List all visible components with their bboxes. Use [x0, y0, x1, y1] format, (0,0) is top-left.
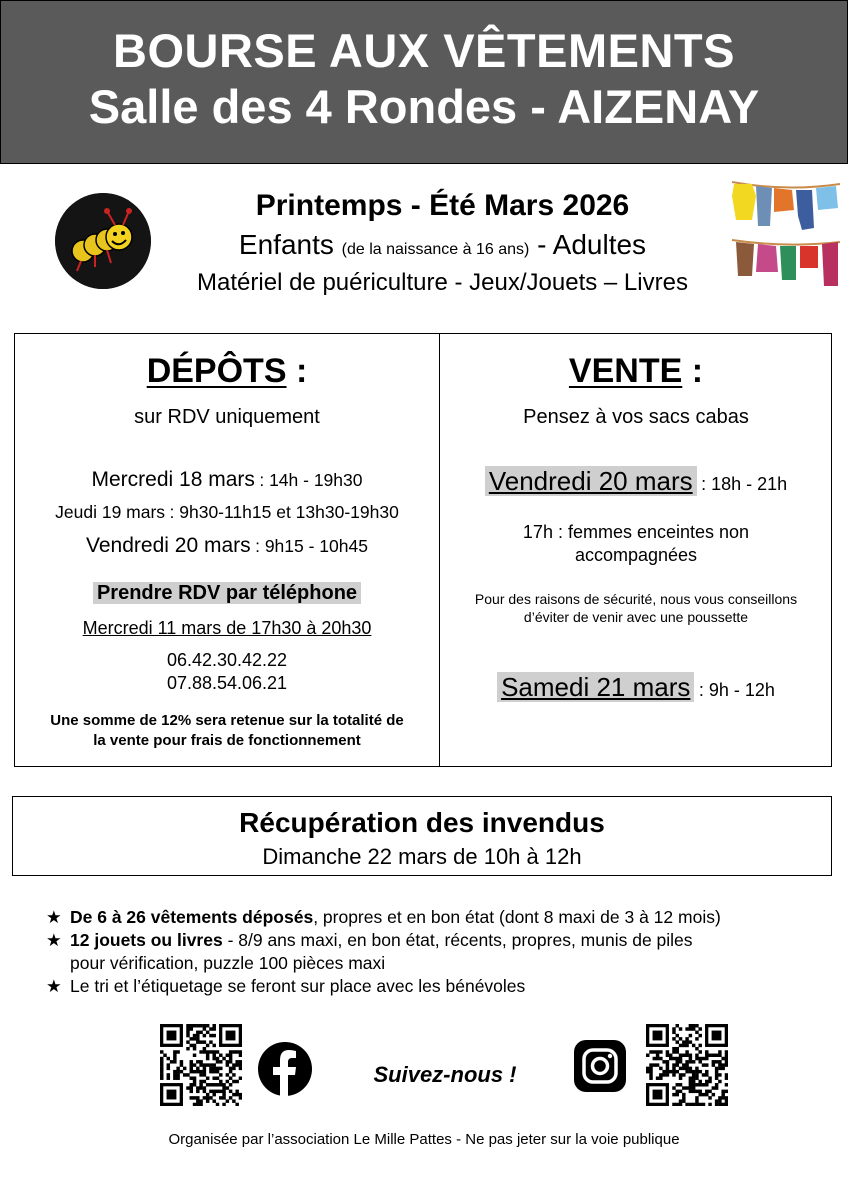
depots-column: [15, 334, 439, 766]
safety-notice-line1: Pour des raisons de sécurité, nous vous conseillons: [474, 591, 798, 607]
follow-us-text: Suivez-nous !: [373, 1062, 517, 1087]
vente-day-2: Samedi 21 mars : 9h - 12h: [440, 672, 832, 703]
adults-label: - Adultes: [537, 229, 647, 260]
instagram-qr-code[interactable]: [646, 1024, 728, 1106]
clothesline-illustration: [730, 176, 842, 300]
safety-notice-line2: d’éviter de venir avec une poussette: [523, 609, 749, 625]
season-heading: Printemps - Été Mars 2026: [255, 189, 630, 222]
rdv-box: Prendre RDV par téléphone: [15, 582, 439, 605]
vente-subtitle: Pensez à vos sacs cabas: [523, 406, 749, 428]
audience-line: [150, 229, 735, 261]
star-icon: ★: [46, 976, 62, 996]
recuperation-box: [12, 796, 832, 876]
title-banner: [0, 0, 848, 164]
facebook-qr-code[interactable]: [160, 1024, 242, 1106]
rule-clothes: ★ De 6 à 26 vêtements déposés, propres et en bon état (dont 8 maxi de 3 à 12 mois): [46, 907, 721, 927]
rule-sorting: ★ Le tri et l’étiquetage se feront sur place avec les bénévoles: [46, 976, 526, 996]
depot-day-2: Jeudi 19 mars : 9h30-11h15 et 13h30-19h30: [55, 502, 399, 522]
fee-notice-line1: Une somme de 12% sera retenue sur la totalité de: [50, 712, 404, 729]
recuperation-title: Récupération des invendus: [239, 807, 605, 838]
event-venue: Salle des 4 Rondes - AIZENAY: [88, 80, 760, 133]
rules-list: [46, 906, 836, 998]
rdv-date: Mercredi 11 mars de 17h30 à 20h30: [82, 618, 372, 638]
depot-day-1: Mercredi 18 mars : 14h - 19h30: [91, 468, 363, 491]
star-icon: ★: [46, 930, 62, 950]
phone-1: 06.42.30.42.22: [166, 650, 288, 670]
facebook-icon[interactable]: [258, 1042, 312, 1096]
info-table: [14, 333, 832, 767]
instagram-icon[interactable]: [574, 1040, 626, 1092]
pregnant-notice-line1: 17h : femmes enceintes non: [522, 522, 750, 542]
fee-notice-line2: la vente pour frais de fonctionnement: [93, 732, 361, 749]
footer-note: Organisée par l’association Le Mille Pattes - Ne pas jeter sur la voie publique: [168, 1131, 680, 1148]
children-label: Enfants: [238, 229, 334, 260]
children-age-range: (de la naissance à 16 ans): [341, 241, 530, 258]
star-icon: ★: [46, 907, 62, 927]
phone-2: 07.88.54.06.21: [166, 673, 288, 693]
items-line: Matériel de puériculture - Jeux/Jouets – Livres: [197, 269, 688, 296]
depot-day-3: Vendredi 20 mars : 9h15 - 10h45: [86, 534, 368, 557]
event-title: BOURSE AUX VÊTEMENTS: [113, 24, 735, 77]
mille-pattes-logo: [55, 193, 151, 289]
depots-title: DÉPÔTS :: [146, 352, 308, 390]
depots-subtitle: sur RDV uniquement: [134, 406, 320, 428]
vente-title: VENTE :: [568, 352, 704, 390]
rule-toys: ★ 12 jouets ou livres - 8/9 ans maxi, en bon état, récents, propres, munis de piles pour vérification, puzzle 100 pièces maxi: [46, 930, 693, 973]
vente-day-1: Vendredi 20 mars : 18h - 21h: [440, 466, 832, 497]
recuperation-date: Dimanche 22 mars de 10h à 12h: [262, 844, 582, 869]
vente-column: [440, 334, 832, 766]
pregnant-notice-line2: accompagnées: [574, 545, 698, 565]
